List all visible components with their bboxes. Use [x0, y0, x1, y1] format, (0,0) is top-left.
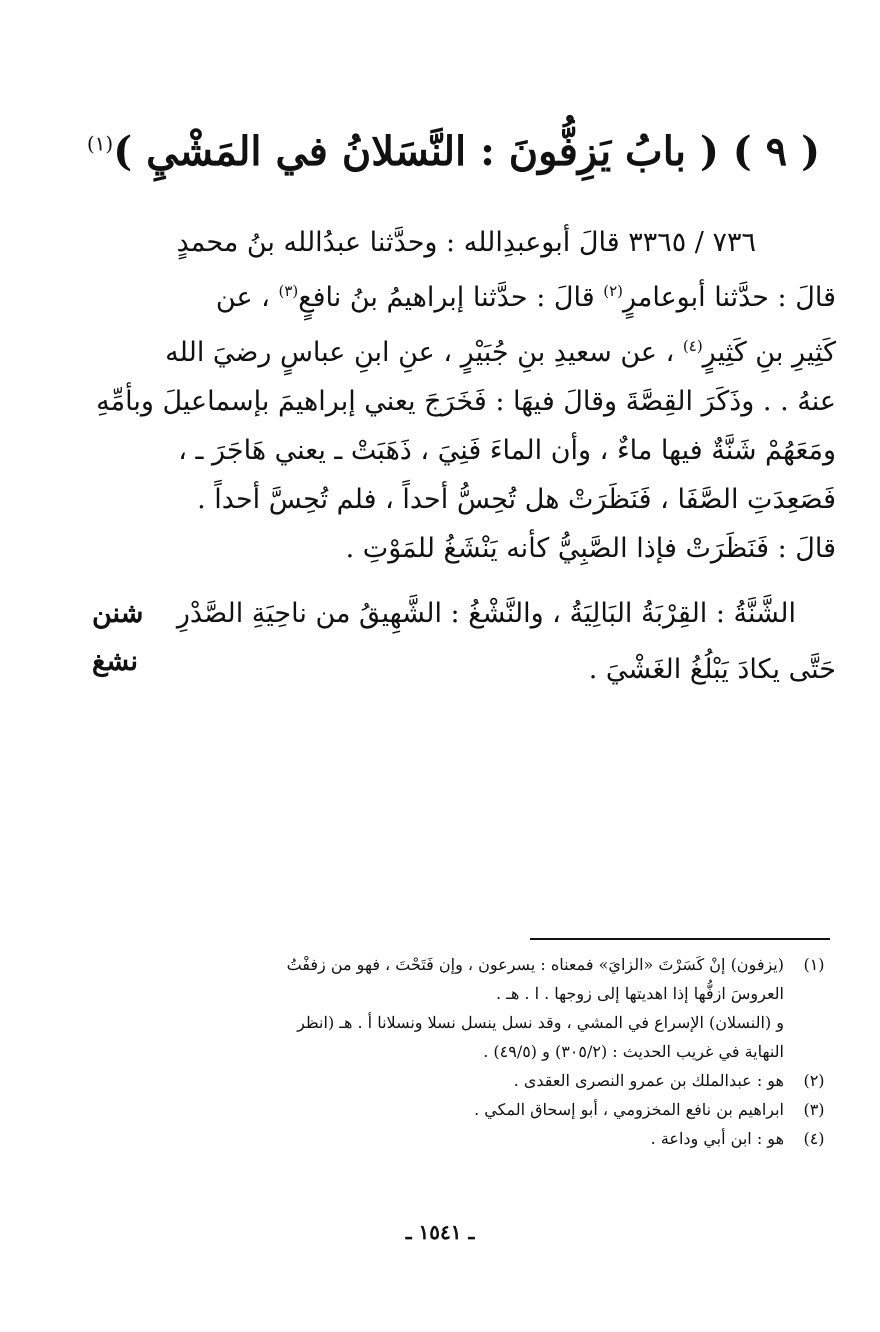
footnote-ref-3: (٣) [278, 282, 299, 300]
hadith-line-2-middle: قالَ : حدَّثنا إبراهيمُ بنُ نافعٍ [298, 282, 604, 313]
footnote-text [44, 1124, 784, 1153]
chapter-title-text: ( ٩ ) ( بابُ يَزِفُّونَ : النَّسَلانُ في المَشْيِ ) [113, 128, 820, 175]
footnote-line: هو : ابن أبي وداعة . [650, 1129, 784, 1148]
footnote-text [44, 1095, 784, 1124]
hadith-line-2-end: ، عن [215, 282, 279, 313]
footnotes [44, 950, 844, 1153]
footnote-1 [44, 950, 844, 1066]
title-footnote-ref: (١) [86, 131, 114, 156]
margin-root-words [92, 590, 152, 686]
footnote-line: ابراهيم بن نافع المخزومي ، أبو إسحاق المكي . [474, 1100, 784, 1119]
hadith-line-5: ومَعَهُمْ شَنَّةٌ فيها ماءٌ ، وأن الماءَ فَنِيَ ، ذَهَبَتْ ـ يعني هَاجَرَ ـ ، [178, 435, 836, 466]
margin-word-2: نشغ [92, 646, 138, 677]
hadith-line-3-rest: ، عن سعيدِ بنِ جُبَيْرٍ ، عنِ ابنِ عباسٍ رضيَ الله [165, 337, 683, 368]
footnote-3 [44, 1095, 844, 1124]
chapter-title [86, 128, 820, 175]
footnote-text [44, 950, 784, 1066]
footnote-line: النهاية في غريب الحديث : (٣٠٥/٢) و (٤٩/٥) . [483, 1042, 784, 1061]
footnote-4 [44, 1124, 844, 1153]
hadith-line-3-start: كَثِيرِ بنِ كَثِيرٍ [702, 337, 836, 368]
footnote-line: و (النسلان) الإسراع في المشي ، وقد نسل ينسل نسلا ونسلانا أ . هـ (انظر [297, 1013, 784, 1032]
page-number: ـ ١٥٤١ ـ [405, 1220, 475, 1244]
margin-word-1: شنن [92, 598, 144, 629]
hadith-line-1: ٧٣٦ / ٣٣٦٥ قالَ أبوعبدِالله : وحدَّثنا عبدُالله بنُ محمدٍ [176, 227, 756, 258]
hadith-line-7: قالَ : فَنَظَرَتْ فإذا الصَّبِيُّ كأنه يَنْشَغُ للمَوْتِ . [345, 533, 836, 564]
hadith-text [44, 218, 836, 573]
footnote-line: (يزفون) إنْ كَسَرْتَ «الزايَ» فمعناه : يسرعون ، وإن فَتَحْتَ ، فهو من زففْتُ [286, 955, 784, 974]
footnote-number: (١) [803, 955, 825, 974]
footnote-number: (٢) [803, 1071, 825, 1090]
footnote-number: (٤) [803, 1129, 825, 1148]
footnote-ref-4: (٤) [682, 337, 703, 355]
hadith-line-6: فَصَعِدَتِ الصَّفَا ، فَنَظَرَتْ هل تُحِسُّ أحداً ، فلم تُحِسَّ أحداً . [197, 484, 836, 515]
gloss-line-2: حَتَّى يكادَ يَبْلُغُ الغَشْيَ . [588, 654, 836, 685]
footnote-number: (٣) [803, 1100, 825, 1119]
footnote-line: العروسَ ازفُّها إذا اهديتها إلى زوجها . ا . هـ . [496, 984, 784, 1003]
hadith-line-4: عنهُ . . وذَكَرَ القِصَّةَ وقالَ فيهَا : فَخَرَجَ يعني إبراهيمَ بإسماعيلَ وبأمِّهِ [96, 386, 836, 417]
footnote-text [44, 1066, 784, 1095]
footnote-line: هو : عبدالملك بن عمرو النصرى العقدى . [513, 1071, 784, 1090]
footnote-ref-2: (٢) [603, 282, 623, 300]
gloss-line-1: الشَّنَّةُ : القِرْبَةُ البَالِيَةُ ، والنَّشْغُ : الشَّهِيقُ من ناحِيَةِ الصَّدْرِ [176, 598, 796, 629]
hadith-line-3 [44, 322, 836, 377]
footnote-divider [530, 938, 830, 940]
hadith-line-2 [44, 267, 836, 322]
gloss-explanation [146, 586, 836, 698]
footnote-2 [44, 1066, 844, 1095]
hadith-line-2-start: قالَ : حدَّثنا أبوعامرٍ [622, 282, 836, 313]
